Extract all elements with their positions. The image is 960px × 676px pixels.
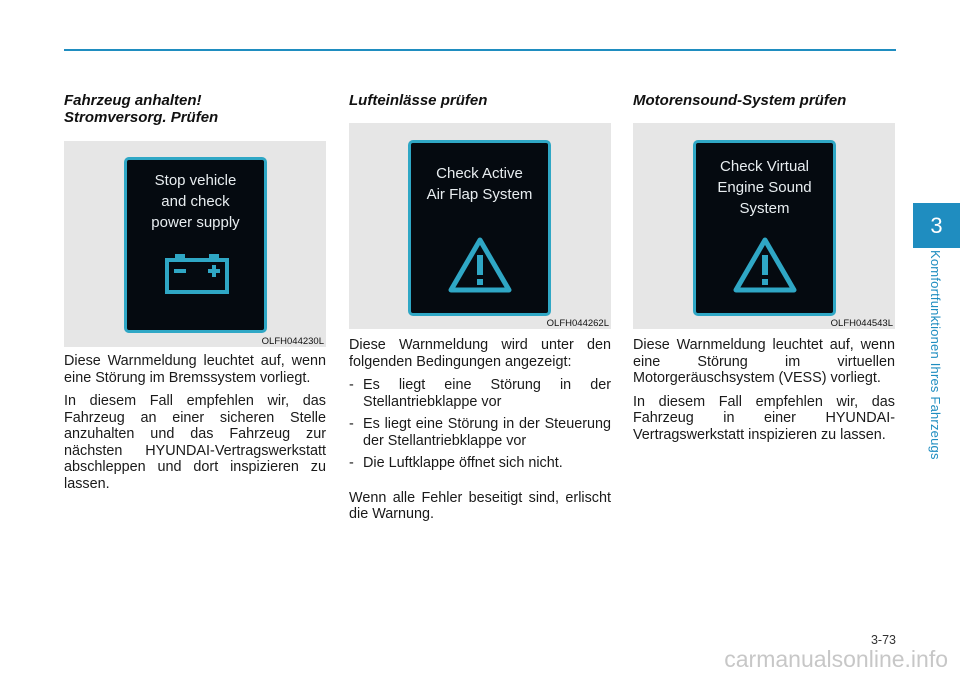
- list-item: - Die Luftklappe öffnet sich nicht.: [349, 455, 563, 471]
- paragraph: Diese Warnmeldung wird unter den folgenden Bedingungen angezeigt:: [349, 337, 611, 370]
- heading-line: Motorensound-System prüfen: [633, 92, 847, 109]
- page-number: 3-73: [870, 633, 896, 647]
- chapter-title: Komfortfunktionen Ihres Fahrzeugs: [928, 250, 943, 460]
- list-item: - Es liegt eine Störung in der Steuerung der Stellantriebklappe vor: [349, 416, 611, 449]
- heading-line: Lufteinlässe prüfen: [349, 92, 488, 109]
- paragraph: Wenn alle Fehler beseitigt sind, erlischt die Warnung.: [349, 489, 611, 522]
- section-body: [349, 337, 611, 523]
- paragraph: In diesem Fall empfehlen wir, das Fahrzeug an einer sicheren Stelle anzuhalten und das Fahrzeug zur nächsten HYUNDAI-Vertragswerkstatt abschleppen und dort inspizieren zu lassen.: [64, 393, 326, 492]
- display-line: Check Active: [436, 165, 523, 182]
- display-line: power supply: [151, 214, 240, 231]
- heading-line: Stromversorg. Prüfen: [64, 109, 219, 126]
- cluster-display: [124, 157, 267, 333]
- list-item: - Es liegt eine Störung in der Stellantriebklappe vor: [349, 377, 611, 410]
- display-line: Engine Sound: [717, 179, 812, 196]
- paragraph: Diese Warnmeldung leuchtet auf, wenn eine Störung im virtuellen Motorgeräuschsystem (VESS) vorliegt.: [633, 337, 895, 386]
- section-engine-sound: [633, 92, 895, 450]
- warning-figure: [349, 123, 611, 329]
- section-heading: [349, 92, 611, 117]
- warning-triangle-icon: [447, 235, 513, 295]
- display-line: Air Flap System: [426, 186, 533, 203]
- warning-figure: [64, 141, 326, 347]
- watermark: carmanualsonline.info: [724, 646, 948, 672]
- cluster-display: [408, 140, 551, 316]
- warning-figure: [633, 123, 895, 329]
- warning-triangle-icon: [732, 235, 798, 295]
- cluster-display: [693, 140, 836, 316]
- top-rule: [64, 49, 896, 51]
- section-air-flap: [349, 92, 611, 530]
- condition-list: [349, 377, 611, 472]
- chapter-number-tab: 3: [913, 203, 960, 248]
- figure-code: OLFH044262L: [546, 318, 609, 329]
- section-heading: [633, 92, 895, 117]
- section-stop-vehicle: [64, 92, 326, 499]
- display-line: Check Virtual: [720, 158, 809, 175]
- chapter-title-vertical: [928, 250, 945, 490]
- display-line: Stop vehicle: [154, 172, 237, 189]
- figure-code: OLFH044543L: [830, 318, 893, 329]
- section-body: [633, 337, 895, 443]
- paragraph: In diesem Fall empfehlen wir, das Fahrzeug in einer HYUNDAI-Vertragswerkstatt inspizieren zu lassen.: [633, 393, 895, 443]
- section-body: [64, 353, 326, 492]
- battery-icon: [165, 252, 229, 294]
- figure-code: OLFH044230L: [261, 336, 324, 347]
- display-line: and check: [161, 193, 230, 210]
- heading-line: Fahrzeug anhalten!: [64, 92, 202, 109]
- paragraph: Diese Warnmeldung leuchtet auf, wenn eine Störung im Bremssystem vorliegt.: [64, 353, 326, 386]
- section-heading: [64, 92, 326, 135]
- display-line: System: [739, 200, 790, 217]
